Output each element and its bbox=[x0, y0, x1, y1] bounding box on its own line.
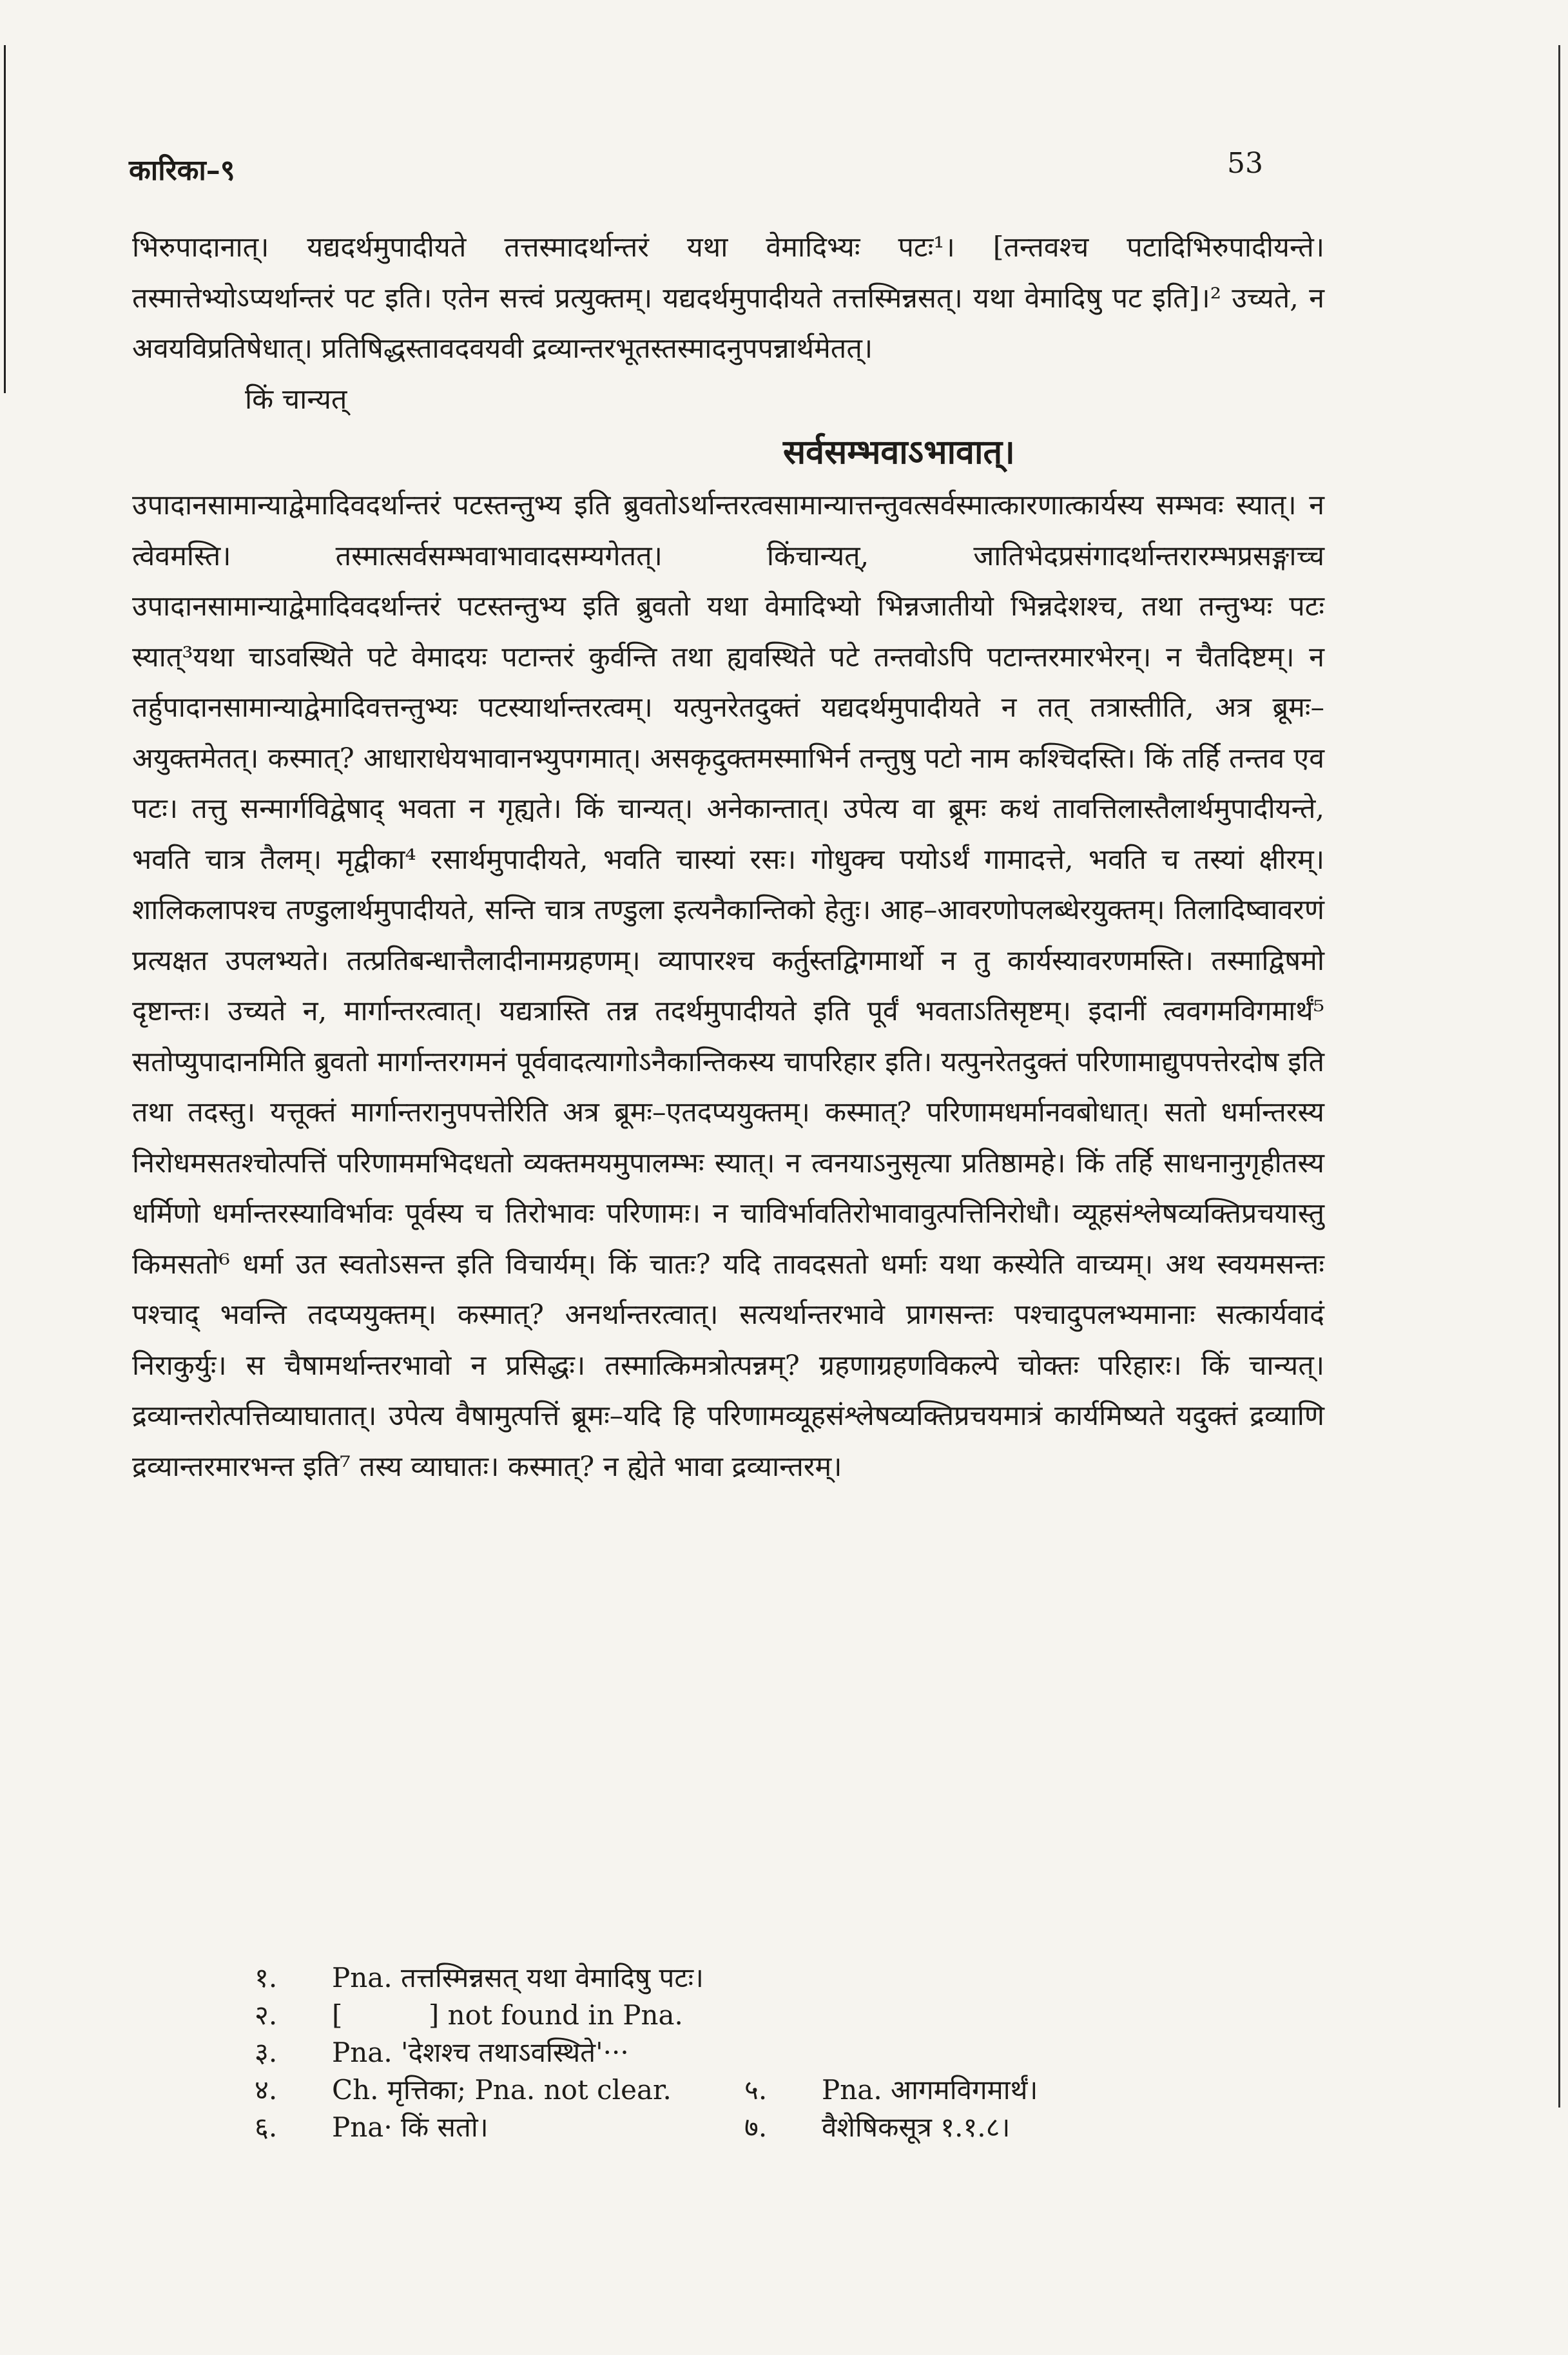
footnote-number: ७. bbox=[744, 2111, 768, 2143]
footnote-number: ५. bbox=[744, 2074, 768, 2106]
footnote bbox=[255, 2109, 744, 2146]
footnote bbox=[744, 2109, 1010, 2146]
footnote-text: [ ] not found in Pna. bbox=[332, 1999, 683, 2031]
footnote-number: १. bbox=[255, 1962, 278, 1993]
body-text bbox=[132, 222, 1324, 1492]
footnote bbox=[255, 2034, 1260, 2071]
footnote-text: Pna· किं सतो। bbox=[332, 2111, 489, 2143]
page-number: 53 bbox=[1227, 147, 1263, 180]
paragraph-commentary: उपादानसामान्याद्वेमादिवदर्थान्तरं पटस्तन्तुभ्य इति ब्रुवतोऽर्थान्तरत्वसामान्यात्तन्तुवत्सर्वस्मात्कारणात्कार्यस्य सम्भवः स्यात्। न त्वेवमस्ति। तस्मात्सर्वसम्भवाभावादसम्यगेतत्। किंचान्यत्, जातिभेदप्रसंगादर्थान्तरारम्भप्रसङ्गाच्च उपादानसामान्याद्वेमादिवदर्थान्तरं पटस्तन्तुभ्य इति ब्रुवतो यथा वेमादिभ्यो भिन्नजातीयो भिन्नदेशश्च, तथा तन्तुभ्यः पटः स्यात्³यथा चाऽवस्थिते पटे वेमादयः पटान्तरं कुर्वन्ति तथा ह्यवस्थिते पटे तन्तवोऽपि पटान्तरमारभेरन्। न चैतदिष्टम्। न तर्हुपादानसामान्याद्वेमादिवत्तन्तुभ्यः पटस्यार्थान्तरत्वम्। यत्पुनरेतदुक्तं यद्यदर्थमुपादीयते न तत् तत्रास्तीति, अत्र ब्रूमः–अयुक्तमेतत्। कस्मात्? आधाराधेयभावानभ्युपगमात्। असकृदुक्तमस्माभिर्न तन्तुषु पटो नाम कश्चिदस्ति। किं तर्हि तन्तव एव पटः। तत्तु सन्मार्गविद्वेषाद् भवता न गृह्यते। किं चान्यत्। अनेकान्तात्। उपेत्य वा ब्रूमः कथं तावत्तिलास्तैलार्थमुपादीयन्ते, भवति चात्र तैलम्। मृद्वीका⁴ रसार्थमुपादीयते, भवति चास्यां रसः। गोधुक्च पयोऽर्थं गामादत्ते, भवति च तस्यां क्षीरम्। शालिकलापश्च तण्डुलार्थमुपादीयते, सन्ति चात्र तण्डुला इत्यनैकान्तिको हेतुः। आह–आवरणोपलब्धेरयुक्तम्। तिलादिष्वावरणं प्रत्यक्षत उपलभ्यते। तत्प्रतिबन्धात्तैलादीनामग्रहणम्। व्यापारश्च कर्तुस्तद्विगमार्थो न तु कार्यस्यावरणमस्ति। तस्माद्विषमो दृष्टान्तः। उच्यते न, मार्गान्तरत्वात्। यद्यत्रास्ति तन्न तदर्थमुपादीयते इति पूर्वं भवताऽतिसृष्टम्। इदानीं त्ववगमविगमार्थं⁵ सतोप्युपादानमिति ब्रुवतो मार्गान्तरगमनं पूर्ववादत्यागोऽनैकान्तिकस्य चापरिहार इति। यत्पुनरेतदुक्तं परिणामाद्युपपत्तेरदोष इति तथा तदस्तु। यत्तूक्तं मार्गान्तरानुपपत्तेरिति अत्र ब्रूमः–एतदप्ययुक्तम्। कस्मात्? परिणामधर्मानवबोधात्। सतो धर्मान्तरस्य निरोधमसतश्चोत्पत्तिं परिणाममभिदधतो व्यक्तमयमुपालम्भः स्यात्। न त्वनयाऽनुसृत्या प्रतिष्ठामहे। किं तर्हि साधनानुगृहीतस्य धर्मिणो धर्मान्तरस्याविर्भावः पूर्वस्य च तिरोभावः परिणामः। न चाविर्भावतिरोभावावुत्पत्तिनिरोधौ। व्यूहसंश्लेषव्यक्तिप्रचयास्तु किमसतो⁶ धर्मा उत स्वतोऽसन्त इति विचार्यम्। किं चातः? यदि तावदसतो धर्माः यथा कस्येति वाच्यम्। अथ स्वयमसन्तः पश्चाद् भवन्ति तदप्ययुक्तम्। कस्मात्? अनर्थान्तरत्वात्। सत्यर्थान्तरभावे प्रागसन्तः पश्चादुपलभ्यमानाः सत्कार्यवादं निराकुर्युः। स चैषामर्थान्तरभावो न प्रसिद्धः। तस्मात्किमत्रोत्पन्नम्? ग्रहणाग्रहणविकल्पे चोक्तः परिहारः। किं चान्यत्। द्रव्यान्तरोत्पत्तिव्याघातात्। उपेत्य वैषामुत्पत्तिं ब्रूमः–यदि हि परिणामव्यूहसंश्लेषव्यक्तिप्रचयमात्रं कार्यमिष्यते यदुक्तं द्रव्याणि द्रव्यान्तरमारभन्त इति⁷ तस्य व्याघातः। कस्मात्? न ह्येते भावा द्रव्यान्तरम्। bbox=[132, 489, 1324, 1483]
footnotes bbox=[255, 1959, 1260, 2146]
footnote-row bbox=[255, 2071, 1260, 2109]
footnote bbox=[255, 2071, 744, 2109]
sutra-heading: सर्वसम्भवाऽभावात्। bbox=[783, 432, 1015, 472]
footnote-number: २. bbox=[255, 1999, 278, 2031]
footnote-row bbox=[255, 2109, 1260, 2146]
footnote-number: ६. bbox=[255, 2111, 278, 2143]
running-head bbox=[129, 147, 1263, 188]
footnote-number: ३. bbox=[255, 2037, 278, 2068]
footnote-text: Pna. 'देशश्च तथाऽवस्थिते'··· bbox=[332, 2037, 629, 2068]
footnote-text: Pna. आगमविगमार्थं। bbox=[822, 2074, 1038, 2106]
footnote bbox=[744, 2071, 1038, 2109]
footnote-text: वैशेषिकसूत्र १.१.८। bbox=[822, 2111, 1011, 2143]
footnote bbox=[255, 1959, 1260, 1997]
footnote-text: Ch. मृत्तिका; Pna. not clear. bbox=[332, 2074, 672, 2106]
paragraph-opening: भिरुपादानात्। यद्यदर्थमुपादीयते तत्तस्मादर्थान्तरं यथा वेमादिभ्यः पटः¹। [तन्तवश्च पटादिभिरुपादीयन्ते। तस्मात्तेभ्योऽप्यर्थान्तरं पट इति। एतेन सत्त्वं प्रत्युक्तम्। यद्यदर्थमुपादीयते तत्तस्मिन्नसत्। यथा वेमादिषु पट इति]।² उच्यते, न अवयविप्रतिषेधात्। प्रतिषिद्धस्तावदवयवी द्रव्यान्तरभूतस्तस्मादनुपपन्नार्थमेतत्। bbox=[132, 231, 1324, 365]
paragraph-transition: किं चान्यत् bbox=[245, 383, 347, 416]
footnote-text: Pna. तत्तस्मिन्नसत् यथा वेमादिषु पटः। bbox=[332, 1962, 704, 1993]
section-label: कारिका–९ bbox=[129, 154, 235, 187]
footnote bbox=[255, 1997, 1260, 2034]
footnote-number: ४. bbox=[255, 2074, 278, 2106]
